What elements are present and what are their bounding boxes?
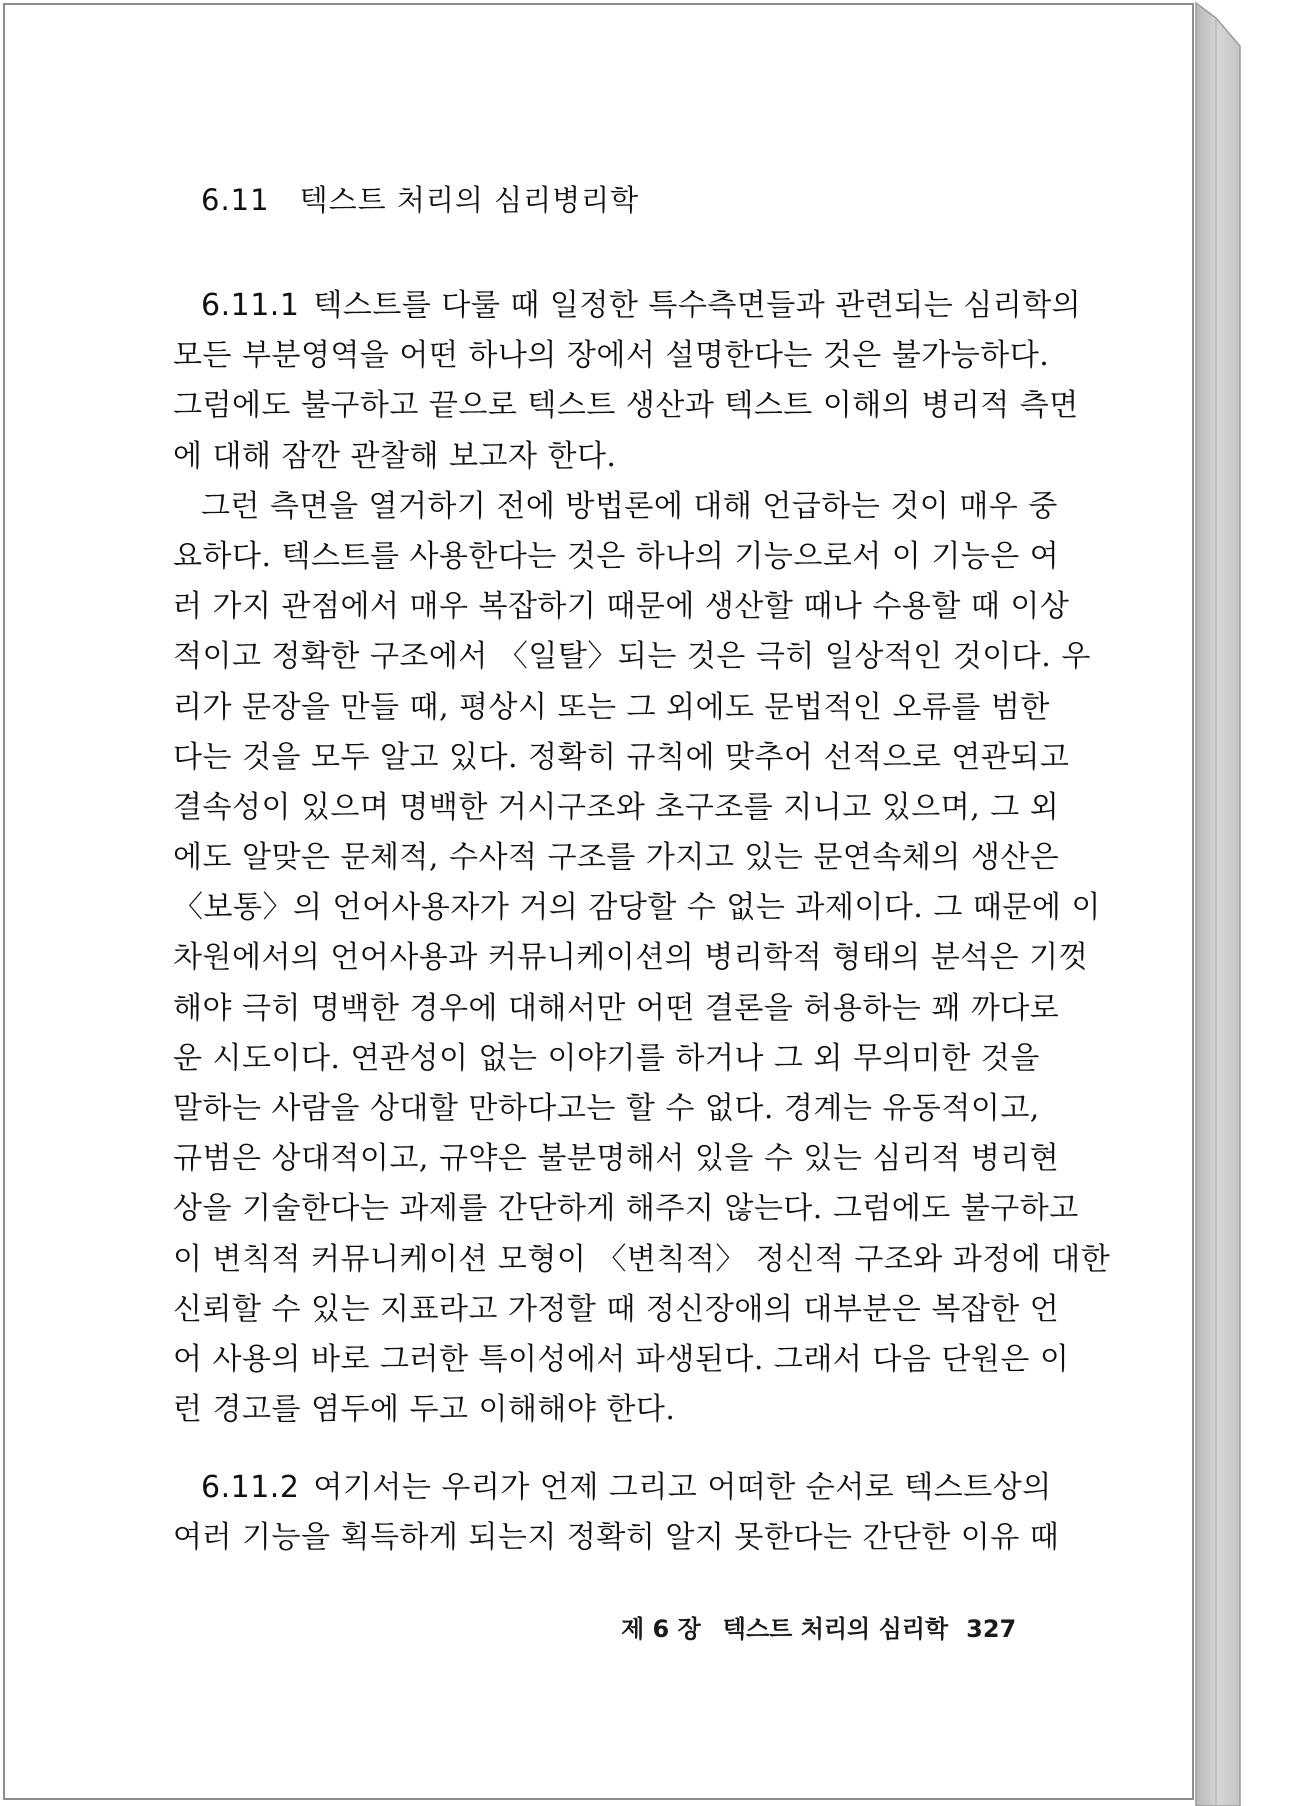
text-line: 런 경고를 염두에 두고 이해해야 한다. [173,1392,676,1428]
text-line: 어 사용의 바로 그러한 특이성에서 파생된다. 그래서 다음 단원은 이 [173,1341,1070,1377]
text-line: 여러 기능을 획득하게 되는지 정확히 알지 못한다는 간단한 이유 때 [173,1520,1060,1556]
text-line: 운 시도이다. 연관성이 없는 이야기를 하거나 그 외 무의미한 것을 [173,1040,1040,1076]
paragraph-first-line [173,281,1082,331]
body-text-block [173,281,1111,1435]
text-line: 결속성이 있으며 명백한 거시구조와 초구조를 지니고 있으며, 그 외 [173,789,1060,825]
paragraph-first-line [173,1463,1052,1513]
paragraph-number: 6.11.1 [201,288,300,323]
text-line: 에도 알맞은 문체적, 수사적 구조를 가지고 있는 문연속체의 생산은 [173,840,1060,876]
footer-chapter: 제 6 장 [621,1615,701,1643]
book-page [3,3,1194,1800]
text-line: 러 가지 관점에서 매우 복잡하기 때문에 생산할 때나 수용할 때 이상 [173,589,1070,625]
text-line: 그럼에도 불구하고 끝으로 텍스트 생산과 텍스트 이해의 병리적 측면 [173,388,1079,424]
text-line: 텍스트를 다룰 때 일정한 특수측면들과 관련되는 심리학의 [313,288,1082,323]
paragraph-number: 6.11.2 [201,1470,300,1505]
text-line: 모든 부분영역을 어떤 하나의 장에서 설명한다는 것은 불가능하다. [173,338,1050,374]
footer-title: 텍스트 처리의 심리학 [722,1615,949,1643]
text-line: 신뢰할 수 있는 지표라고 가정할 때 정신장애의 대부분은 복잡한 언 [173,1291,1060,1327]
body-text-block [173,1463,1060,1563]
text-line: 리가 문장을 만들 때, 평상시 또는 그 외에도 문법적인 오류를 범한 [173,689,1050,725]
text-line: 적이고 정확한 구조에서 〈일탈〉되는 것은 극히 일상적인 것이다. 우 [173,639,1091,675]
page-number: 327 [966,1615,1017,1643]
text-line: 여기서는 우리가 언제 그리고 어떠한 순서로 텍스트상의 [313,1470,1052,1505]
text-line: 요하다. 텍스트를 사용한다는 것은 하나의 기능으로서 이 기능은 여 [173,538,1060,574]
text-line: 다는 것을 모두 알고 있다. 정확히 규칙에 맞추어 선적으로 연관되고 [173,739,1070,775]
section-number: 6.11 [201,183,270,217]
text-line: 〈보통〉의 언어사용자가 거의 감당할 수 없는 과제이다. 그 때문에 이 [173,890,1101,926]
section-heading [201,180,639,220]
text-line: 그런 측면을 열거하기 전에 방법론에 대해 언급하는 것이 매우 중 [201,488,1058,524]
text-line: 차원에서의 언어사용과 커뮤니케이션의 병리학적 형태의 분석은 기껏 [173,940,1089,976]
text-line: 해야 극히 명백한 경우에 대해서만 어떤 결론을 허용하는 꽤 까다로 [173,990,1060,1026]
text-line: 상을 기술한다는 과제를 간단하게 해주지 않는다. 그럼에도 불구하고 [173,1191,1079,1227]
text-line: 규범은 상대적이고, 규약은 불분명해서 있을 수 있는 심리적 병리현 [173,1141,1060,1177]
text-line: 이 변칙적 커뮤니케이션 모형이 〈변칙적〉 정신적 구조와 과정에 대한 [173,1241,1111,1277]
text-line: 에 대해 잠깐 관찰해 보고자 한다. [173,438,617,474]
running-footer [621,1612,1016,1646]
text-line: 말하는 사람을 상대할 만하다고는 할 수 없다. 경계는 유동적이고, [173,1091,1040,1126]
section-title: 텍스트 처리의 심리병리학 [299,183,640,217]
